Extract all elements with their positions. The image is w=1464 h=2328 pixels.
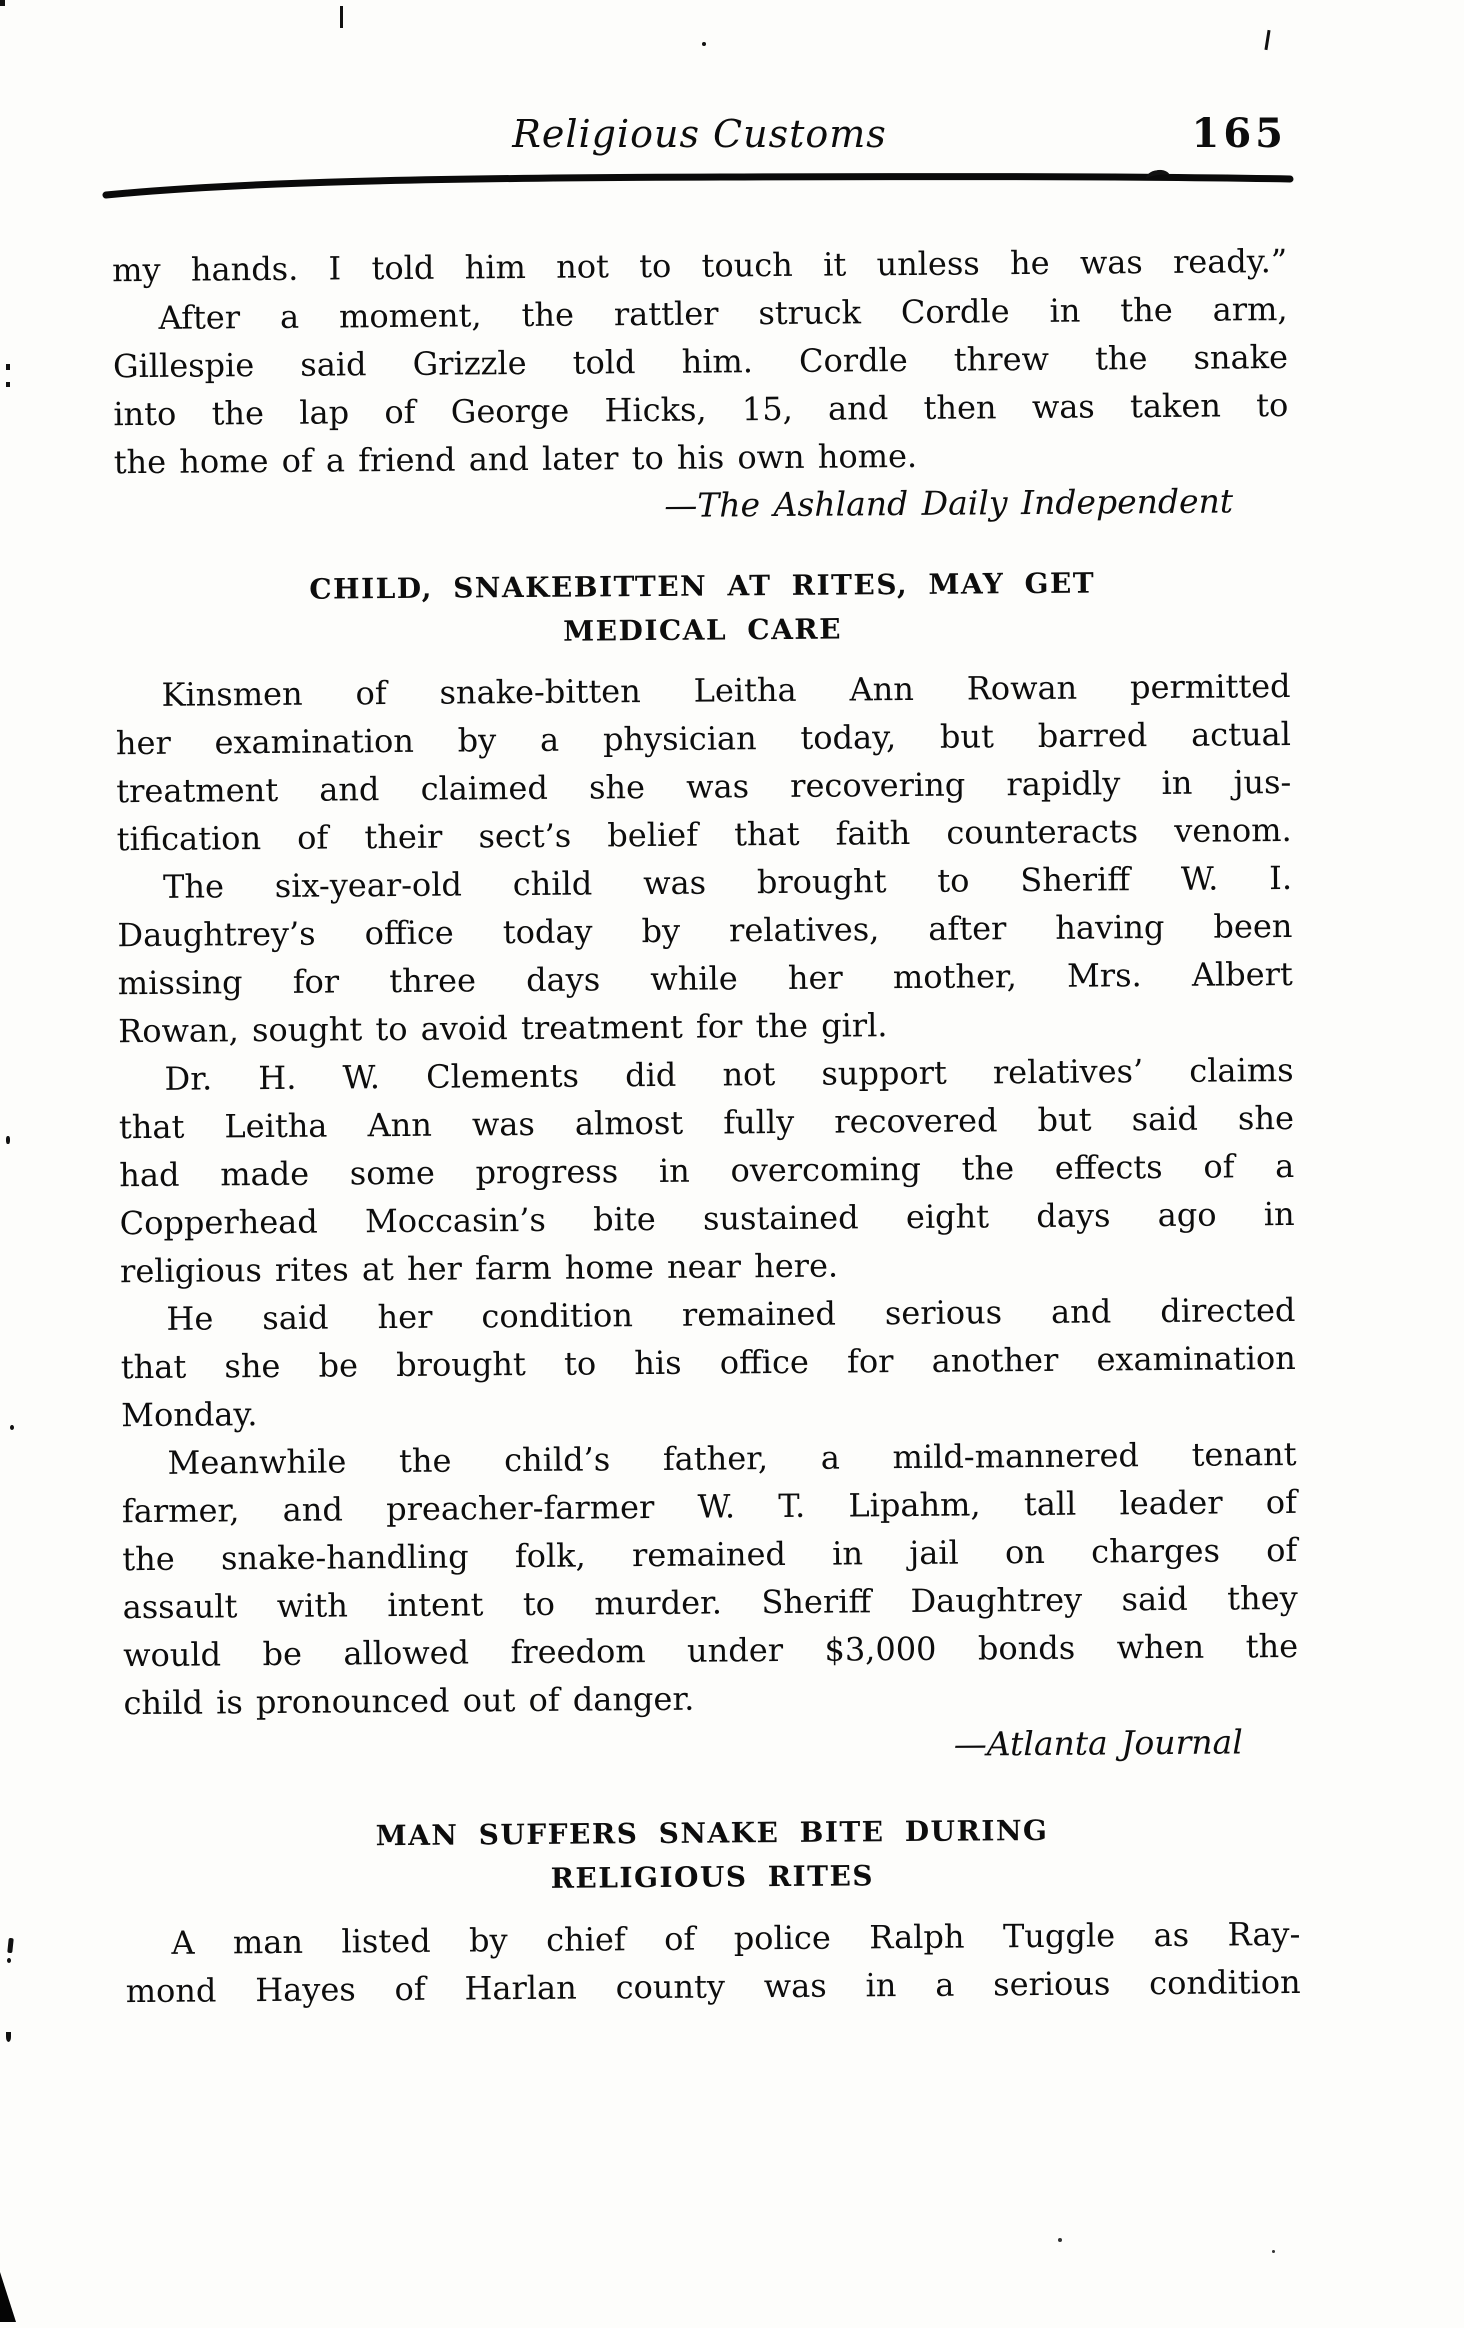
text-line: had made some progress in overcoming the effects of a [119, 1146, 1295, 1195]
text-line: farmer, and preacher-farmer W. T. Lipahm, tall leader of [121, 1482, 1298, 1531]
text-line: into the lap of George Hicks, 15, and then was taken to [113, 385, 1289, 434]
paragraph-six-year-old [117, 854, 1293, 1055]
text-line: Dr. H. W. Clements did not support relatives’ claims [164, 1050, 1294, 1098]
article1-heading [115, 560, 1291, 657]
text-line: would be allowed freedom under $3,000 bonds when the [122, 1626, 1299, 1675]
text-line: my hands. I told him not to touch it unless he was ready.” [112, 241, 1288, 290]
page-number: 165 [1191, 110, 1287, 157]
article1-heading-line2: MEDICAL CARE [563, 612, 843, 648]
quote-paragraph-after-a-moment [112, 285, 1288, 486]
scan-artifact-exclamation-left [7, 1958, 11, 1963]
text-line: her examination by a physician today, but barred actual [115, 714, 1292, 763]
scan-artifact-comma-bottom-left [6, 2032, 11, 2042]
paragraph-kinsmen [115, 662, 1291, 863]
text-line: Gillespie said Grizzle told him. Cordle threw the snake [112, 337, 1289, 386]
scan-artifact-colon-left [6, 382, 10, 387]
paragraph-man-listed [125, 1910, 1301, 2015]
scan-artifact-exclamation-left [7, 1938, 14, 1953]
text-line: that Leitha Ann was almost fully recovered but said she [118, 1098, 1295, 1147]
text-line: assault with intent to murder. Sheriff Daughtrey said they [122, 1578, 1298, 1627]
body-text [112, 237, 1301, 2015]
text-line: child is pronounced out of danger. [123, 1679, 695, 1723]
text-line: Copperhead Moccasin’s bite sustained eight days ago in [119, 1194, 1295, 1243]
scan-artifact-speck-left [6, 1136, 10, 1144]
article2-heading [124, 1807, 1300, 1904]
text-line: mond Hayes of Harlan county was in a serious condition [125, 1962, 1301, 2011]
paragraph-condition-serious [120, 1286, 1296, 1439]
attribution-atlanta-journal: —Atlanta Journal [953, 1722, 1243, 1764]
page-header [112, 112, 1287, 162]
paragraph-meanwhile-father [121, 1430, 1298, 1727]
text-line: Meanwhile the child’s father, a mild-mannered tenant [167, 1434, 1297, 1482]
scan-artifact-corner [0, 0, 5, 6]
text-line: Rowan, sought to avoid treatment for the girl. [118, 1006, 888, 1051]
text-line: tification of their sect’s belief that faith counteracts venom. [116, 810, 1292, 859]
scan-artifact-colon-left [6, 364, 10, 370]
text-line: that she be brought to his office for another examination [120, 1338, 1296, 1387]
text-line: A man listed by chief of police Ralph Tuggle as Ray- [171, 1914, 1301, 1962]
header-rule [102, 170, 1294, 202]
scan-artifact-wedge-bottom-left [0, 2272, 16, 2322]
article1-heading-line1: CHILD, SNAKEBITTEN AT RITES, MAY GET [309, 566, 1096, 606]
text-line: religious rites at her farm home near here. [119, 1246, 839, 1291]
text-line: After a moment, the rattler struck Cordle in the arm, [158, 289, 1288, 337]
running-head-title: Religious Customs [512, 112, 887, 156]
text-line: missing for three days while her mother, Mrs. Albert [117, 954, 1293, 1003]
text-line: He said her condition remained serious and directed [166, 1290, 1296, 1338]
article2-heading-line1: MAN SUFFERS SNAKE BITE DURING [375, 1813, 1049, 1853]
article2-heading-line2: RELIGIOUS RITES [550, 1859, 875, 1895]
scan-artifact-dot-bottom [1272, 2250, 1275, 2253]
text-line: treatment and claimed she was recovering rapidly in jus- [116, 762, 1292, 811]
scan-artifact-dot-left [10, 1425, 14, 1430]
paragraph-dr-clements [118, 1046, 1295, 1295]
text-line: Kinsmen of snake-bitten Leitha Ann Rowan permitted [161, 666, 1291, 714]
text-line: The six-year-old child was brought to Sheriff W. I. [162, 858, 1293, 906]
text-line: the home of a friend and later to his own home. [113, 436, 918, 482]
scan-artifact-dot-bottom [1058, 2238, 1062, 2242]
attribution-ashland-daily-independent: —The Ashland Daily Independent [664, 481, 1234, 525]
text-line: the snake-handling folk, remained in jail on charges of [122, 1530, 1298, 1579]
scan-artifact-tick-top [340, 6, 343, 28]
text-line: Monday. [121, 1395, 258, 1435]
scan-artifact-slash-top-right [1264, 30, 1270, 50]
text-line: Daughtrey’s office today by relatives, after having been [117, 906, 1293, 955]
scan-artifact-dot-top [702, 42, 706, 46]
